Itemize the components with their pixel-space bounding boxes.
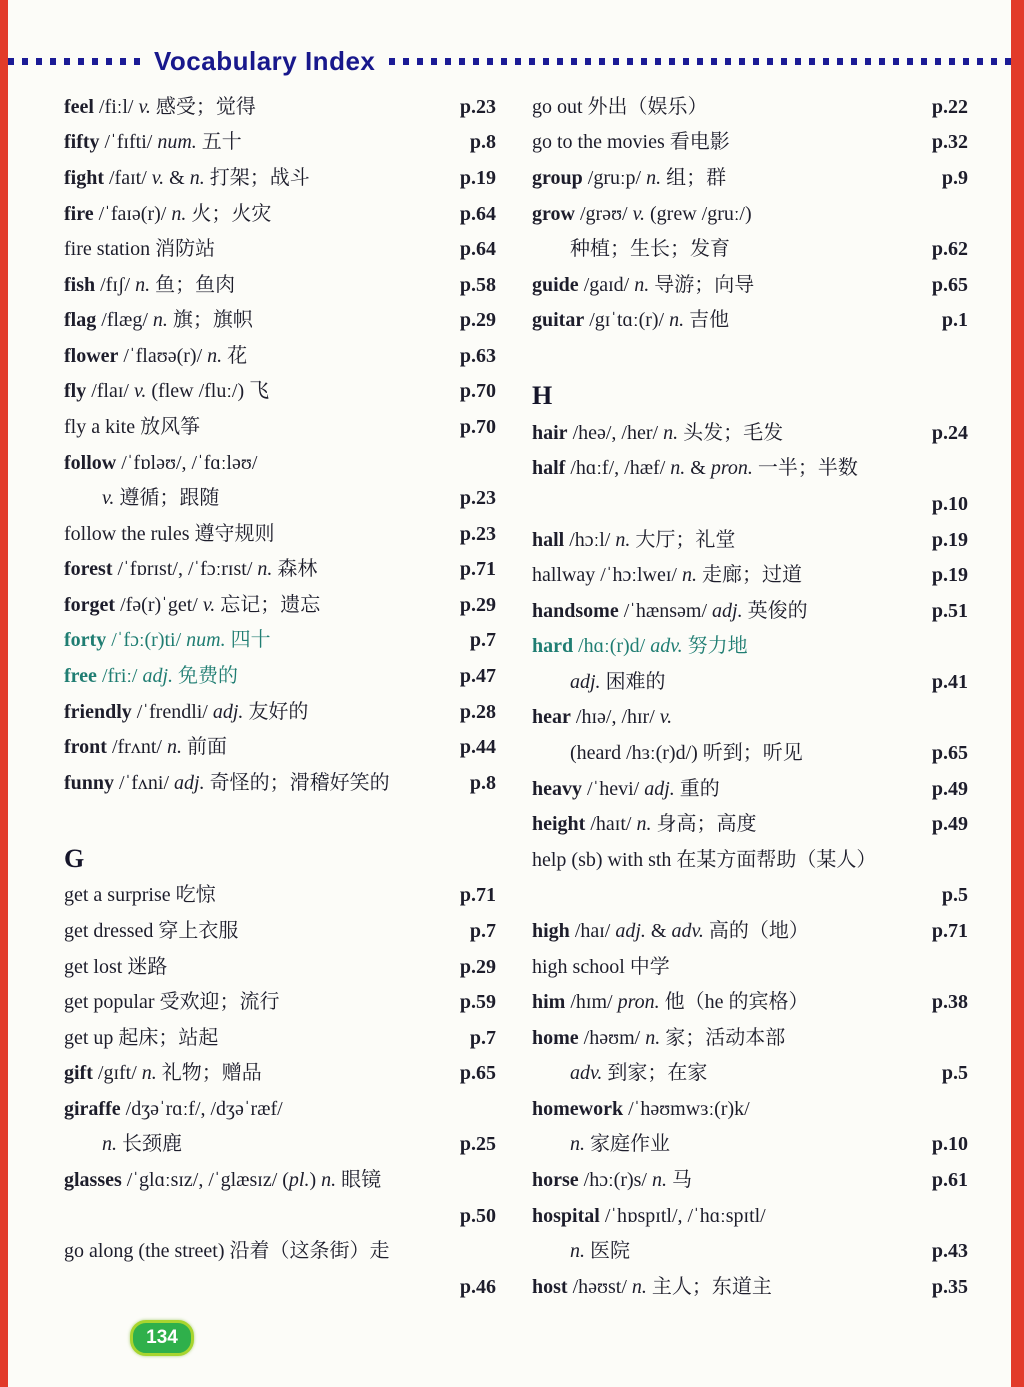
index-row xyxy=(532,302,968,338)
entry-text: home /həʊm/ n. 家；活动本部 xyxy=(532,1026,786,1049)
page-ref: p.23 xyxy=(459,95,496,118)
entry-text: funny /ˈfʌni/ adj. 奇怪的；滑稽好笑的 xyxy=(64,771,390,794)
index-row xyxy=(532,1127,968,1163)
index-row xyxy=(64,587,496,623)
page-ref: p.63 xyxy=(459,344,496,367)
index-row xyxy=(532,842,968,878)
index-row xyxy=(64,196,496,232)
index-row xyxy=(64,302,496,338)
index-row xyxy=(64,1269,496,1305)
page-ref: p.65 xyxy=(931,273,968,296)
page-ref: p.61 xyxy=(931,1168,968,1191)
entry-text: giraffe /dʒəˈrɑːf/, /dʒəˈræf/ xyxy=(64,1097,283,1120)
index-row xyxy=(532,557,968,593)
index-row xyxy=(64,729,496,765)
page-ref: p.70 xyxy=(459,380,496,403)
page-ref: p.35 xyxy=(931,1275,968,1298)
index-row xyxy=(532,125,968,161)
index-row xyxy=(532,1091,968,1127)
page-ref: p.8 xyxy=(469,771,496,794)
entry-text: get up 起床；站起 xyxy=(64,1026,219,1049)
index-row xyxy=(64,694,496,730)
entry-text: help (sb) with sth 在某方面帮助（某人） xyxy=(532,848,877,871)
page-ref: p.10 xyxy=(931,492,968,515)
entry-text: (heard /hɜː(r)d/) 听到；听见 xyxy=(570,742,803,765)
entry-text: G xyxy=(64,843,85,873)
page-ref: p.43 xyxy=(931,1240,968,1263)
index-row xyxy=(532,196,968,232)
page-ref: p.7 xyxy=(469,1026,496,1049)
page-ref: p.19 xyxy=(931,528,968,551)
index-row xyxy=(532,1233,968,1269)
entry-text: feel /fiːl/ v. 感受；觉得 xyxy=(64,95,256,118)
index-row xyxy=(64,1198,496,1234)
page-ref: p.62 xyxy=(931,238,968,261)
index-row xyxy=(532,664,968,700)
entry-text: front /frʌnt/ n. 前面 xyxy=(64,736,227,759)
page-ref: p.44 xyxy=(459,736,496,759)
entry-text: fight /faɪt/ v. & n. 打架；战斗 xyxy=(64,166,310,189)
entry-text: 种植；生长；发育 xyxy=(570,238,730,261)
entry-text: n. 医院 xyxy=(570,1240,630,1263)
page-ref: p.65 xyxy=(459,1062,496,1085)
page-header xyxy=(8,44,1011,78)
page-ref: p.28 xyxy=(459,700,496,723)
index-row xyxy=(64,765,496,801)
page-ref: p.32 xyxy=(931,131,968,154)
index-column-right xyxy=(532,89,968,1305)
entry-text: forget /fə(r)ˈget/ v. 忘记；遗忘 xyxy=(64,593,321,616)
index-row xyxy=(532,451,968,487)
entry-text: horse /hɔː(r)s/ n. 马 xyxy=(532,1168,692,1191)
entry-text: guide /gaɪd/ n. 导游；向导 xyxy=(532,273,755,296)
index-row xyxy=(64,1091,496,1127)
entry-text: heavy /ˈhevi/ adj. 重的 xyxy=(532,777,720,800)
entry-text: go to the movies 看电影 xyxy=(532,131,730,154)
index-row xyxy=(532,1020,968,1056)
section-letter xyxy=(532,338,968,415)
entry-text: get popular 受欢迎；流行 xyxy=(64,991,280,1014)
entry-text: v. 遵循；跟随 xyxy=(102,487,220,510)
page-ref: p.25 xyxy=(459,1133,496,1156)
index-row xyxy=(64,1127,496,1163)
page-ref: p.65 xyxy=(931,742,968,765)
entry-text: n. 长颈鹿 xyxy=(102,1133,182,1156)
page-ref: p.59 xyxy=(459,991,496,1014)
dotted-rule-left xyxy=(8,58,140,65)
index-row xyxy=(64,984,496,1020)
page-ref: p.46 xyxy=(459,1275,496,1298)
page-ref: p.7 xyxy=(469,629,496,652)
entry-text: gift /gɪft/ n. 礼物；赠品 xyxy=(64,1062,262,1085)
entry-text: hall /hɔːl/ n. 大厅；礼堂 xyxy=(532,528,736,551)
index-column-left xyxy=(64,89,496,1305)
entry-text: adj. 困难的 xyxy=(570,670,666,693)
entry-text: get lost 迷路 xyxy=(64,955,168,978)
entry-text: height /haɪt/ n. 身高；高度 xyxy=(532,813,757,836)
index-row xyxy=(532,593,968,629)
entry-text: him /hɪm/ pron. 他（he 的宾格） xyxy=(532,991,809,1014)
page-ref: p.29 xyxy=(459,955,496,978)
page-title: Vocabulary Index xyxy=(154,45,376,76)
entry-text: n. 家庭作业 xyxy=(570,1133,670,1156)
index-row xyxy=(64,658,496,694)
page-ref: p.58 xyxy=(459,273,496,296)
page-ref: p.71 xyxy=(459,558,496,581)
page-ref: p.8 xyxy=(469,131,496,154)
index-row xyxy=(64,89,496,125)
index-row xyxy=(532,735,968,771)
entry-text: hard /hɑː(r)d/ adv. 努力地 xyxy=(532,635,748,658)
entry-text: fifty /ˈfɪfti/ num. 五十 xyxy=(64,131,242,154)
entry-text: free /friː/ adj. 免费的 xyxy=(64,665,239,688)
entry-text: forty /ˈfɔː(r)ti/ num. 四十 xyxy=(64,629,271,652)
index-row xyxy=(532,949,968,985)
entry-text: fly /flaɪ/ v. (flew /fluː/) 飞 xyxy=(64,380,270,403)
entry-text: fire station 消防站 xyxy=(64,238,216,261)
index-row xyxy=(64,409,496,445)
page-ref: p.23 xyxy=(459,522,496,545)
index-row xyxy=(64,949,496,985)
index-row xyxy=(64,552,496,588)
page-ref: p.51 xyxy=(931,599,968,622)
entry-text: handsome /ˈhænsəm/ adj. 英俊的 xyxy=(532,599,808,622)
entry-text: forest /ˈfɒrɪst/, /ˈfɔːrɪst/ n. 森林 xyxy=(64,558,318,581)
section-letter xyxy=(64,801,496,878)
entry-text: hallway /ˈhɔːlweɪ/ n. 走廊；过道 xyxy=(532,564,802,587)
index-row xyxy=(64,913,496,949)
index-row xyxy=(532,878,968,914)
entry-text: flower /ˈflaʊə(r)/ n. 花 xyxy=(64,344,248,367)
vocabulary-index xyxy=(64,89,968,1305)
entry-text: guitar /gɪˈtɑː(r)/ n. 吉他 xyxy=(532,309,730,332)
dotted-rule-right xyxy=(389,58,1011,65)
page-number-badge: 134 xyxy=(130,1320,194,1356)
index-row xyxy=(532,486,968,522)
index-row xyxy=(64,338,496,374)
page-ref: p.41 xyxy=(931,670,968,693)
index-row xyxy=(64,445,496,481)
entry-text: glasses /ˈglɑːsɪz/, /ˈglæsɪz/ (pl.) n. 眼镜 xyxy=(64,1168,382,1191)
page-ref: p.70 xyxy=(459,415,496,438)
page-ref: p.71 xyxy=(931,919,968,942)
index-row xyxy=(532,522,968,558)
index-row xyxy=(532,1055,968,1091)
page-ref: p.5 xyxy=(941,1062,968,1085)
index-row xyxy=(64,623,496,659)
page-ref: p.7 xyxy=(469,919,496,942)
index-row xyxy=(64,1055,496,1091)
index-row xyxy=(532,1269,968,1305)
entry-text: high school 中学 xyxy=(532,955,670,978)
index-row xyxy=(532,415,968,451)
page-ref: p.10 xyxy=(931,1133,968,1156)
index-row xyxy=(64,125,496,161)
index-row xyxy=(532,1198,968,1234)
entry-text: flag /flæg/ n. 旗；旗帜 xyxy=(64,309,253,332)
index-row xyxy=(64,878,496,914)
entry-text: fire /ˈfaɪə(r)/ n. 火；火灾 xyxy=(64,202,272,225)
entry-text: adv. 到家；在家 xyxy=(570,1062,708,1085)
entry-text: go along (the street) 沿着（这条街）走 xyxy=(64,1240,390,1263)
page-ref: p.29 xyxy=(459,309,496,332)
entry-text: half /hɑːf/, /hæf/ n. & pron. 一半；半数 xyxy=(532,457,858,480)
entry-text: get dressed 穿上衣服 xyxy=(64,919,239,942)
page-edge-left xyxy=(0,0,8,1387)
index-row xyxy=(532,913,968,949)
page-ref: p.19 xyxy=(931,564,968,587)
index-row xyxy=(532,160,968,196)
entry-text: hair /heə/, /her/ n. 头发；毛发 xyxy=(532,421,784,444)
page-ref: p.49 xyxy=(931,777,968,800)
page-ref: p.24 xyxy=(931,421,968,444)
entry-text: homework /ˈhəʊmwɜː(r)k/ xyxy=(532,1097,750,1120)
entry-text: friendly /ˈfrendli/ adj. 友好的 xyxy=(64,700,309,723)
index-row xyxy=(532,771,968,807)
index-row xyxy=(532,629,968,665)
page-ref: p.23 xyxy=(459,487,496,510)
entry-text: grow /grəʊ/ v. (grew /gruː/) xyxy=(532,202,752,225)
index-row xyxy=(532,89,968,125)
index-row xyxy=(64,1233,496,1269)
page-ref: p.19 xyxy=(459,166,496,189)
page-ref: p.9 xyxy=(941,166,968,189)
entry-text: go out 外出（娱乐） xyxy=(532,95,708,118)
index-row xyxy=(64,1162,496,1198)
page-ref: p.64 xyxy=(459,238,496,261)
index-row xyxy=(532,806,968,842)
index-row xyxy=(532,1162,968,1198)
page-ref: p.49 xyxy=(931,813,968,836)
entry-text: get a surprise 吃惊 xyxy=(64,884,216,907)
page-ref: p.47 xyxy=(459,665,496,688)
index-row xyxy=(64,1020,496,1056)
page-ref: p.22 xyxy=(931,95,968,118)
index-row xyxy=(64,516,496,552)
index-row xyxy=(64,374,496,410)
index-row xyxy=(64,231,496,267)
entry-text: fly a kite 放风筝 xyxy=(64,415,201,438)
page-ref: p.29 xyxy=(459,593,496,616)
index-row xyxy=(64,160,496,196)
index-row xyxy=(64,267,496,303)
page-ref: p.1 xyxy=(941,309,968,332)
page-ref: p.50 xyxy=(459,1204,496,1227)
index-row xyxy=(64,480,496,516)
page-ref: p.71 xyxy=(459,884,496,907)
entry-text: follow the rules 遵守规则 xyxy=(64,522,275,545)
index-row xyxy=(532,984,968,1020)
page-ref: p.5 xyxy=(941,884,968,907)
page-edge-right xyxy=(1011,0,1024,1387)
entry-text: host /həʊst/ n. 主人；东道主 xyxy=(532,1275,772,1298)
entry-text: follow /ˈfɒləʊ/, /ˈfɑːləʊ/ xyxy=(64,451,258,474)
index-row xyxy=(532,700,968,736)
page-ref: p.64 xyxy=(459,202,496,225)
entry-text: high /haɪ/ adj. & adv. 高的（地） xyxy=(532,919,809,942)
entry-text: fish /fɪʃ/ n. 鱼；鱼肉 xyxy=(64,273,236,296)
entry-text: hospital /ˈhɒspɪtl/, /ˈhɑːspɪtl/ xyxy=(532,1204,766,1227)
page-ref: p.38 xyxy=(931,991,968,1014)
entry-text: hear /hɪə/, /hɪr/ v. xyxy=(532,706,673,729)
entry-text: group /gruːp/ n. 组；群 xyxy=(532,166,727,189)
index-row xyxy=(532,267,968,303)
index-row xyxy=(532,231,968,267)
entry-text: H xyxy=(532,381,553,411)
